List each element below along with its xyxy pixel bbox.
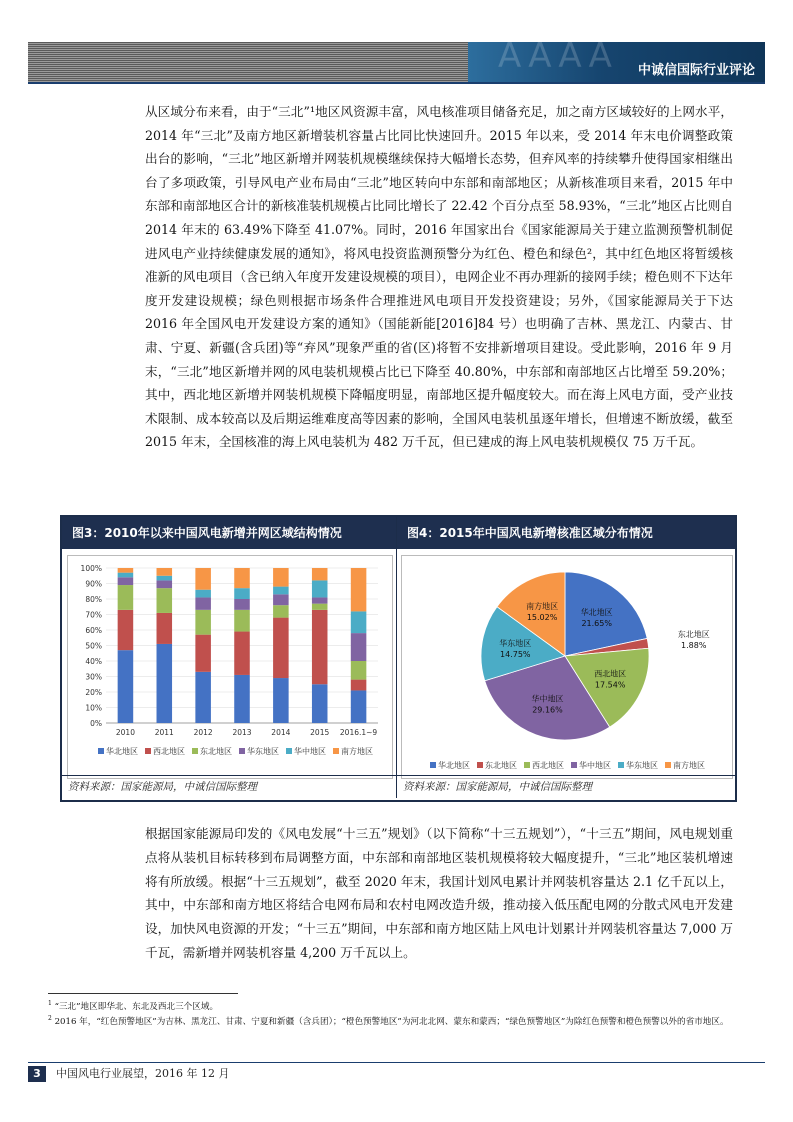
bar-segment: [234, 599, 250, 610]
figure-4-title: 图4：2015年中国风电新增核准区域分布情况: [397, 517, 735, 549]
y-tick-label: 90%: [85, 579, 102, 589]
legend-label: 华北地区: [106, 747, 138, 756]
bar-segment: [351, 633, 367, 661]
y-tick-label: 0%: [90, 719, 102, 728]
bar-segment: [273, 568, 289, 587]
bar-segment: [234, 675, 250, 723]
stacked-bar-chart: [68, 556, 392, 778]
legend-swatch: [618, 762, 624, 768]
figure-box: [60, 515, 737, 802]
header-title: 中诚信国际行业评论: [637, 63, 755, 78]
footer-rule: [28, 1062, 765, 1063]
bar-segment: [157, 613, 173, 644]
bar-segment: [195, 597, 211, 609]
body-text-top: [145, 100, 733, 454]
footnote-1-text: “三北”地区即华北、东北及西北三个区域。: [54, 1001, 219, 1012]
pie-slice-value: 1.88%: [681, 641, 707, 651]
bar-segment: [312, 604, 328, 610]
legend-swatch: [192, 748, 198, 754]
legend-label: 华东地区: [626, 761, 658, 770]
pie-slice-label: 华东地区: [499, 638, 532, 648]
bar-segment: [118, 585, 134, 610]
legend-swatch: [333, 748, 339, 754]
y-tick-label: 70%: [85, 610, 102, 620]
figure-3-chart-area: [67, 555, 393, 779]
x-tick-label: 2013: [232, 728, 252, 737]
legend-label: 东北地区: [200, 747, 232, 756]
x-tick-label: 2010: [115, 728, 135, 737]
legend-swatch: [145, 748, 151, 754]
bar-segment: [157, 576, 173, 581]
footnotes: [48, 998, 760, 1029]
header-rule: [28, 82, 765, 84]
legend-label: 西北地区: [153, 747, 185, 756]
bar-segment: [234, 568, 250, 588]
legend-label: 南方地区: [341, 747, 373, 756]
bar-segment: [195, 590, 211, 598]
legend-label: 南方地区: [673, 761, 705, 770]
bar-segment: [273, 678, 289, 723]
y-tick-label: 80%: [85, 595, 102, 604]
legend-swatch: [571, 762, 577, 768]
bar-segment: [157, 588, 173, 613]
legend-label: 西北地区: [532, 761, 564, 770]
y-tick-label: 30%: [85, 672, 102, 682]
x-tick-label: 2014: [271, 728, 291, 737]
bar-segment: [273, 587, 289, 595]
legend-label: 华东地区: [247, 747, 279, 756]
bar-segment: [195, 568, 211, 590]
bar-segment: [195, 610, 211, 635]
figure-3-source: 资料来源：国家能源局，中诚信国际整理: [68, 781, 257, 793]
legend-label: 华中地区: [579, 761, 611, 770]
figure-3-source-rule: [62, 775, 396, 776]
y-tick-label: 40%: [85, 657, 102, 666]
x-tick-label: 2012: [193, 728, 213, 737]
bar-segment: [118, 573, 134, 578]
y-tick-label: 60%: [85, 626, 102, 635]
pie-slice-label: 西北地区: [594, 669, 627, 679]
pie-slice-value: 17.54%: [594, 680, 626, 690]
y-tick-label: 100%: [80, 564, 102, 573]
pie-slice-label: 东北地区: [677, 630, 710, 640]
body-text-bottom: [145, 822, 733, 965]
bar-segment: [157, 568, 173, 576]
bar-segment: [312, 597, 328, 603]
pie-slice-label: 南方地区: [526, 602, 559, 612]
bar-segment: [234, 610, 250, 632]
y-tick-label: 10%: [85, 703, 102, 713]
figure-3: [62, 517, 397, 798]
bar-segment: [351, 611, 367, 633]
page-number: 3: [28, 1066, 46, 1082]
footnote-2: $^2$ 2016 年，“红色预警地区”为吉林、黑龙江、甘肃、宁夏和新疆（含兵团）；“橙色预警地区”为河北北网、蒙东和蒙西；“绿色预警地区”为除红色预警和橙色预警以外的省市地区。: [48, 1015, 729, 1028]
footnote-1: $^1$ “三北”地区即华北、东北及西北三个区域。: [48, 1000, 219, 1012]
bar-segment: [273, 594, 289, 605]
bar-segment: [351, 568, 367, 611]
bar-segment: [157, 644, 173, 723]
legend-swatch: [430, 762, 436, 768]
pie-slice-value: 29.16%: [532, 705, 563, 715]
header-band: [28, 42, 765, 82]
bar-segment: [312, 580, 328, 597]
pie-slice-value: 14.75%: [500, 649, 531, 659]
pie-slice-value: 21.65%: [581, 618, 612, 628]
header-decoration: AAAA: [498, 42, 618, 76]
bar-segment: [273, 605, 289, 617]
legend-swatch: [477, 762, 483, 768]
bar-segment: [312, 568, 328, 580]
figure-4-source-rule: [397, 775, 735, 776]
header-stripes: [28, 42, 468, 82]
paragraph-1: 从区域分布来看，由于“三北”¹地区风资源丰富，风电核准项目储备充足，加之南方区域较好的上网水平，2014 年“三北”及南方地区新增装机容量占比同比快速回升。2015 年以来，受 2014 年末电价调整政策出台的影响，“三北”地区新增并网装机规模继续保持大幅增长态势，但弃风率的持续攀升使得国家相继出台了多项政策，引导风电产业布局由“三北”地区转向中东部和南部地区；从新核准项目来看，2015 年中东部和南部地区合计的新核准装机规模占比同比增长了 22.42 个百分点至 58.93%，“三北”地区占比则自 2014 年末的 63.49%下降至 41.07%。同时，2016 年国家出台《国家能源局关于建立监测预警机制促进风电产业持续健康发展的通知》，将风电投资监测预警分为红色、橙色和绿色²，其中红色地区将暂缓核准新的风电项目（含已纳入年度开发建设规模的项目），电网企业不再办理新的接网手续；橙色则不下达年度开发建设规模；绿色则根据市场条件合理推进风电项目开发投资建设；另外，《国家能源局关于下达 2016 年全国风电开发建设方案的通知》（国能新能[2016]84 号）也明确了吉林、黑龙江、内蒙古、甘肃、宁夏、新疆(含兵团)等“弃风”现象严重的省(区)将暂不安排新增项目建设。受此影响，2016 年 9 月末，“三北”地区新增并网的风电装机规模占比已下降至 40.80%，中东部和南部地区占比增至 59.20%；其中，西北地区新增并网装机规模下降幅度明显，南部地区提升幅度较大。而在海上风电方面，受产业技术限制、成本较高以及后期运维难度高等因素的影响，全国风电装机虽逐年增长，但增速不断放缓，截至 2015 年末，全国核准的海上风电装机为 482 万千瓦，但已建成的海上风电装机规模仅 75 万千瓦。: [145, 104, 733, 450]
pie-slice-value: 15.02%: [526, 613, 558, 623]
pie-slice-label: 华北地区: [580, 607, 613, 617]
bar-segment: [118, 610, 134, 650]
bar-segment: [234, 632, 250, 675]
legend-swatch: [524, 762, 530, 768]
footnote-2-text: 2016 年，“红色预警地区”为吉林、黑龙江、甘肃、宁夏和新疆（含兵团）；“橙色预警地区”为河北北网、蒙东和蒙西；“绿色预警地区”为除红色预警和橙色预警以外的省市地区。: [54, 1017, 729, 1028]
figure-3-title: 图3：2010年以来中国风电新增并网区域结构情况: [62, 517, 396, 549]
bar-segment: [195, 672, 211, 723]
legend-swatch: [98, 748, 104, 754]
paragraph-2: 根据国家能源局印发的《风电发展“十三五”规划》（以下简称“十三五规划”），“十三五”期间，风电规划重点将从装机目标转移到布局调整方面，中东部和南部地区装机规模将较大幅度提升，“三北”地区装机增速将有所放缓。根据“十三五规划”，截至 2020 年末，我国计划风电累计并网装机容量达 2.1 亿千瓦以上，其中，中东部和南方地区将结合电网布局和农村电网改造升级，推动接入低压配电网的分散式风电开发建设，加快风电资源的开发；“十三五”期间，中东部和南方地区陆上风电计划累计并网装机容量达 7,000 万千瓦，需新增并网装机容量 4,200 万千瓦以上。: [145, 826, 733, 960]
legend-swatch: [665, 762, 671, 768]
bar-segment: [157, 580, 173, 588]
header-banner: [468, 42, 765, 82]
x-tick-label: 2011: [154, 728, 174, 737]
legend-label: 华北地区: [438, 761, 470, 770]
legend-label: 东北地区: [485, 761, 517, 770]
bar-segment: [273, 618, 289, 678]
bar-segment: [118, 650, 134, 723]
bar-segment: [351, 690, 367, 723]
x-tick-label: 2016.1~9: [339, 728, 378, 737]
footnote-rule: [48, 993, 238, 994]
bar-segment: [118, 577, 134, 585]
legend-swatch: [239, 748, 245, 754]
bar-segment: [351, 661, 367, 680]
legend-label: 华中地区: [294, 747, 326, 756]
figure-4: [397, 517, 735, 798]
bar-segment: [234, 588, 250, 599]
footer-text: 中国风电行业展望，2016 年 12 月: [56, 1067, 230, 1080]
bar-segment: [351, 680, 367, 691]
bar-segment: [118, 568, 134, 573]
bar-segment: [195, 635, 211, 672]
figure-4-chart-area: [401, 555, 733, 779]
legend-swatch: [286, 748, 292, 754]
y-tick-label: 20%: [85, 688, 102, 697]
y-tick-label: 50%: [85, 641, 102, 651]
bar-segment: [312, 684, 328, 723]
pie-slice-label: 华中地区: [531, 694, 564, 704]
bar-segment: [312, 610, 328, 684]
pie-chart: [402, 556, 732, 778]
figure-4-source: 资料来源：国家能源局，中诚信国际整理: [403, 781, 592, 793]
x-tick-label: 2015: [310, 728, 330, 737]
